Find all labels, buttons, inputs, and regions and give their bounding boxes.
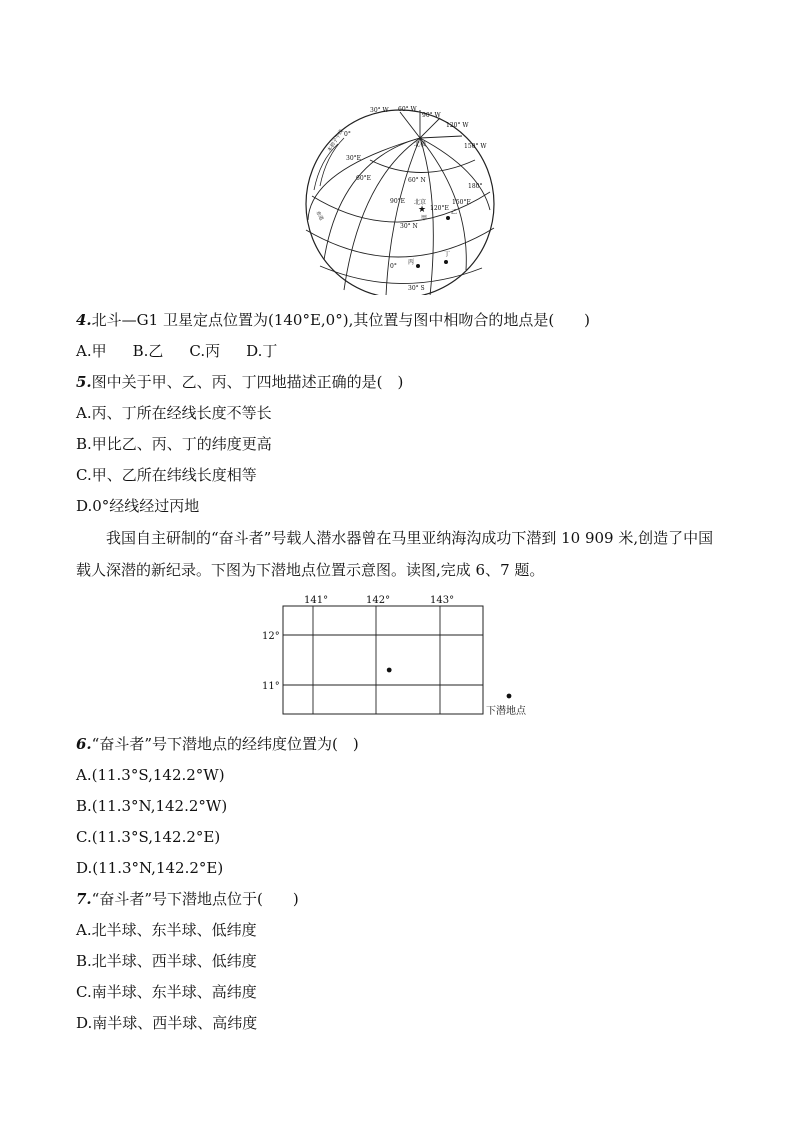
question-number: 5. xyxy=(76,373,92,391)
question-number: 6. xyxy=(76,735,92,753)
option-b[interactable]: B.甲比乙、丙、丁的纬度更高 xyxy=(76,435,272,453)
legend-point-marker xyxy=(507,694,512,699)
dive-location-map xyxy=(250,590,550,720)
globe-label-30s: 30° S xyxy=(408,285,425,292)
question-text: 图中关于甲、乙、丙、丁四地描述正确的是( ) xyxy=(91,373,404,391)
globe-label-30n: 30° N xyxy=(400,223,418,230)
globe-point-yi xyxy=(446,216,450,220)
question-4 xyxy=(76,310,590,330)
option-a[interactable]: A.甲 xyxy=(76,342,107,360)
option-c[interactable]: C.南半球、东半球、高纬度 xyxy=(76,983,257,1001)
globe-point-jia-label: 甲 xyxy=(421,215,428,222)
option-c[interactable]: C.(11.3°S,142.2°E) xyxy=(76,828,221,846)
globe-point-ding xyxy=(444,260,448,264)
lat-label-12: 12° xyxy=(262,631,280,642)
lon-label-141: 141° xyxy=(304,595,329,606)
lon-label-143: 143° xyxy=(430,595,455,606)
dive-point-marker xyxy=(387,668,392,673)
globe-pole-label: 北极 xyxy=(414,141,427,148)
question-text: “奋斗者”号下潜地点的经纬度位置为( ) xyxy=(91,735,359,753)
question-5 xyxy=(76,372,403,392)
option-b[interactable]: B.北半球、西半球、低纬度 xyxy=(76,952,257,970)
globe-point-yi-label: 乙 xyxy=(451,209,458,216)
globe-label-60n: 60° N xyxy=(408,177,426,184)
lon-label-142: 142° xyxy=(366,595,391,606)
beijing-star-icon: ★ xyxy=(418,205,427,215)
option-c[interactable]: C.丙 xyxy=(189,342,221,360)
globe-label-90w: 90° W xyxy=(422,112,441,119)
question-text: 北斗—G1 卫星定点位置为(140°E,0°),其位置与图中相吻合的地点是( ) xyxy=(91,311,591,329)
option-d[interactable]: D.0°经线经过丙地 xyxy=(76,497,200,515)
option-d[interactable]: D.丁 xyxy=(246,342,278,360)
question-4-options xyxy=(76,341,303,361)
globe-label-90e: 90°E xyxy=(390,198,406,205)
question-text: “奋斗者”号下潜地点位于( ) xyxy=(91,890,299,908)
option-b[interactable]: B.(11.3°N,142.2°W) xyxy=(76,797,228,815)
option-b[interactable]: B.乙 xyxy=(132,342,164,360)
option-d[interactable]: D.南半球、西半球、高纬度 xyxy=(76,1014,258,1032)
legend-label: 下潜地点 xyxy=(486,706,526,717)
globe-label-120w: 120° W xyxy=(446,122,469,129)
question-7 xyxy=(76,889,299,909)
globe-arc-label-equator: 赤道 xyxy=(314,210,325,222)
question-6 xyxy=(76,734,359,754)
globe-label-60w: 60° W xyxy=(398,106,417,113)
option-a[interactable]: A.丙、丁所在经线长度不等长 xyxy=(76,404,272,422)
option-d[interactable]: D.(11.3°N,142.2°E) xyxy=(76,859,224,877)
globe-label-0: 0° xyxy=(344,131,351,138)
option-a[interactable]: A.北半球、东半球、低纬度 xyxy=(76,921,257,939)
reading-passage: 我国自主研制的“奋斗者”号载人潜水器曾在马里亚纳海沟成功下潜到 10 909 米,创造了中国载人深潜的新纪录。下图为下潜地点位置示意图。读图,完成 6、7 题。 xyxy=(76,529,714,579)
option-a[interactable]: A.(11.3°S,142.2°W) xyxy=(76,766,225,784)
globe-point-bing xyxy=(416,264,420,268)
question-number: 4. xyxy=(76,311,92,329)
globe-point-bing-label: 丙 xyxy=(408,259,415,266)
globe-label-60e: 60°E xyxy=(356,175,372,182)
globe-label-30e: 30°E xyxy=(346,155,362,162)
globe-arc-label-prime: 本初子午线 xyxy=(326,128,345,154)
globe-label-30w: 30° W xyxy=(370,107,389,114)
question-number: 7. xyxy=(76,890,92,908)
globe-label-equator: 0° xyxy=(390,263,397,270)
globe-point-ding-label: 丁 xyxy=(444,251,451,258)
lat-label-11: 11° xyxy=(262,681,280,692)
globe-label-150w: 150° W xyxy=(464,143,487,150)
globe-label-180: 180° xyxy=(468,183,483,190)
option-c[interactable]: C.甲、乙所在纬线长度相等 xyxy=(76,466,257,484)
globe-figure xyxy=(300,100,500,295)
globe-label-120e: 120°E xyxy=(430,205,449,212)
globe-beijing-label: 北京 xyxy=(414,199,427,206)
globe-label-150e: 150°E xyxy=(452,199,471,206)
